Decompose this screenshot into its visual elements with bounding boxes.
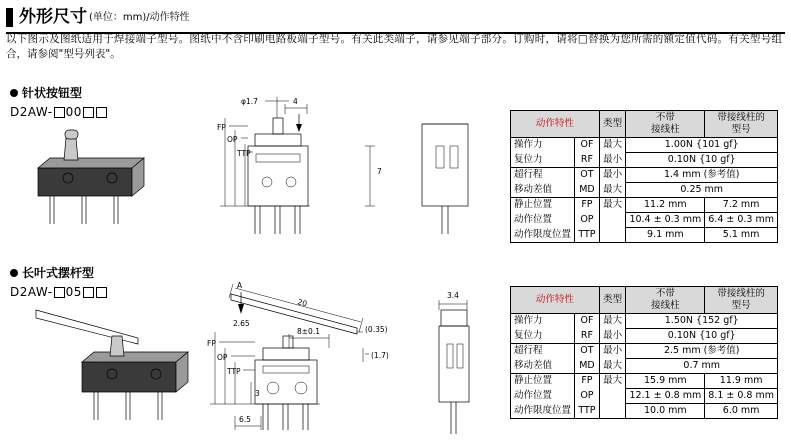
th-type: 类型 (599, 287, 626, 314)
row-abbr: OP (575, 389, 600, 404)
dim-fp-label: FP (217, 123, 226, 132)
row-abbr: TTP (575, 228, 600, 243)
section-1-model: D2AW- 00 (10, 105, 108, 119)
dim-op-label: OP (217, 353, 228, 362)
th-without-terminal: 不带 接线柱 (626, 287, 705, 314)
table-header-row (511, 111, 778, 138)
row-abbr: MD (575, 359, 600, 374)
bullet-icon (10, 269, 18, 277)
row-label: 动作限度位置 (511, 404, 575, 419)
row-value: 0.25 mm (626, 183, 778, 198)
row-type: 最大 (599, 314, 626, 329)
row-label: 操作力 (511, 314, 575, 329)
row-abbr: OF (575, 314, 600, 329)
row-abbr: RF (575, 153, 600, 168)
th-characteristic: 动作特性 (511, 287, 600, 314)
row-abbr: OT (575, 168, 600, 183)
row-type: 最小 (599, 344, 626, 359)
row-label: 超行程 (511, 344, 575, 359)
table-row (511, 198, 778, 213)
section-2-front-view-drawing (205, 270, 435, 435)
section-1-front-view-drawing (215, 94, 395, 240)
row-value: 1.00N {101 gf} (626, 138, 778, 153)
row-value: 1.4 mm (参考值) (626, 168, 778, 183)
th-with-terminal: 带接线柱的 型号 (705, 287, 778, 314)
row-type: 最大 (599, 359, 626, 374)
row-value: 1.50N {152 gf} (626, 314, 778, 329)
section-2-perspective-drawing (16, 296, 206, 426)
table-row (511, 228, 778, 243)
row-value: 2.5 mm (参考值) (626, 344, 778, 359)
row-value-without: 15.9 mm (626, 374, 705, 389)
page-subtitle: (单位：mm)/动作特性 (89, 12, 190, 23)
row-label: 移动差值 (511, 183, 575, 198)
row-label: 复位力 (511, 329, 575, 344)
table-row (511, 183, 778, 198)
table-row (511, 329, 778, 344)
page-header (6, 8, 785, 27)
row-abbr: OP (575, 213, 600, 228)
row-label: 静止位置 (511, 198, 575, 213)
section-2-heading (10, 262, 108, 299)
row-label: 超行程 (511, 168, 575, 183)
placeholder-box (54, 107, 65, 118)
row-type (599, 404, 626, 419)
row-abbr: TTP (575, 404, 600, 419)
row-value-with: 7.2 mm (705, 198, 778, 213)
row-type: 最大 (599, 198, 626, 213)
row-label: 动作限度位置 (511, 228, 575, 243)
section-1-perspective-drawing (20, 120, 205, 230)
section-2-model: D2AW- 05 (10, 285, 108, 299)
row-type (599, 228, 626, 243)
section-1-side-view-drawing (400, 110, 510, 240)
row-type: 最小 (599, 329, 626, 344)
row-value-without: 12.1 ± 0.8 mm (626, 389, 705, 404)
section-2-title: 长叶式摆杆型 (22, 266, 95, 280)
row-value-with: 6.0 mm (705, 404, 778, 419)
svg-text:7: 7 (377, 167, 382, 176)
section-1-heading (10, 82, 108, 119)
row-label: 动作位置 (511, 389, 575, 404)
row-abbr: MD (575, 183, 600, 198)
table-row (511, 359, 778, 374)
row-label: 移动差值 (511, 359, 575, 374)
table-row (511, 153, 778, 168)
dim-lever-length: 20 (296, 297, 309, 309)
dim-65: 6.5 (239, 415, 251, 424)
row-abbr: OT (575, 344, 600, 359)
dim-3: 3 (255, 389, 260, 398)
placeholder-box (96, 107, 107, 118)
th-without-terminal: 不带 接线柱 (626, 111, 705, 138)
dim-op-label: OP (227, 135, 238, 144)
dim-hole: 8±0.1 (297, 327, 320, 336)
row-value: 0.10N {10 gf} (626, 329, 778, 344)
table-row (511, 168, 778, 183)
row-abbr: FP (575, 198, 600, 213)
row-type: 最小 (599, 168, 626, 183)
placeholder-box (83, 107, 94, 118)
dim-fp-label: FP (207, 339, 216, 348)
bullet-icon (10, 89, 18, 97)
row-label: 操作力 (511, 138, 575, 153)
row-type (599, 213, 626, 228)
row-value-with: 11.9 mm (705, 374, 778, 389)
header-bar-decoration (6, 8, 13, 27)
dim-a-label: A (237, 281, 243, 290)
row-abbr: FP (575, 374, 600, 389)
dim-035: (0.35) (365, 325, 388, 334)
page-note: 以下图示及图纸适用于焊接端子型号。图纸中不含印刷电路板端子型号。有关此类端子，请参见端子部分。订购时，请将□替换为您所需的额定值代码。有关型号组合，请参阅"型号列表"。 (6, 33, 782, 60)
section-1-spec-table (510, 110, 778, 243)
table-row (511, 344, 778, 359)
row-value-with: 6.4 ± 0.3 mm (705, 213, 778, 228)
table-header-row (511, 287, 778, 314)
table-row (511, 389, 778, 404)
table-row (511, 314, 778, 329)
table-row (511, 213, 778, 228)
row-value: 0.7 mm (626, 359, 778, 374)
row-label: 动作位置 (511, 213, 575, 228)
dim-ttp-label: TTP (237, 149, 251, 158)
row-type: 最大 (599, 138, 626, 153)
row-value-with: 5.1 mm (705, 228, 778, 243)
section-2-spec-table (510, 286, 778, 419)
row-type: 最大 (599, 374, 626, 389)
row-value-without: 9.1 mm (626, 228, 705, 243)
row-value-without: 10.0 mm (626, 404, 705, 419)
dim-265: 2.65 (233, 319, 250, 328)
row-label: 静止位置 (511, 374, 575, 389)
row-type (599, 389, 626, 404)
th-characteristic: 动作特性 (511, 111, 600, 138)
row-type: 最大 (599, 183, 626, 198)
th-with-terminal: 带接线柱的 型号 (705, 111, 778, 138)
page-title: 外形尺寸 (19, 7, 87, 27)
row-type: 最小 (599, 153, 626, 168)
table-row (511, 404, 778, 419)
dim-17: (1.7) (371, 351, 389, 360)
row-abbr: OF (575, 138, 600, 153)
table-row (511, 138, 778, 153)
section-1-title: 针状按钮型 (22, 86, 83, 100)
th-type: 类型 (599, 111, 626, 138)
dim-34: 3.4 (447, 291, 459, 300)
row-value-without: 11.2 mm (626, 198, 705, 213)
table-row (511, 374, 778, 389)
row-label: 复位力 (511, 153, 575, 168)
dim-ttp-label: TTP (227, 367, 241, 376)
row-abbr: RF (575, 329, 600, 344)
row-value-without: 10.4 ± 0.3 mm (626, 213, 705, 228)
row-value-with: 8.1 ± 0.8 mm (705, 389, 778, 404)
row-value: 0.10N {10 gf} (626, 153, 778, 168)
svg-text:4: 4 (293, 97, 298, 106)
dim-diameter-label: φ1.7 (241, 97, 258, 106)
